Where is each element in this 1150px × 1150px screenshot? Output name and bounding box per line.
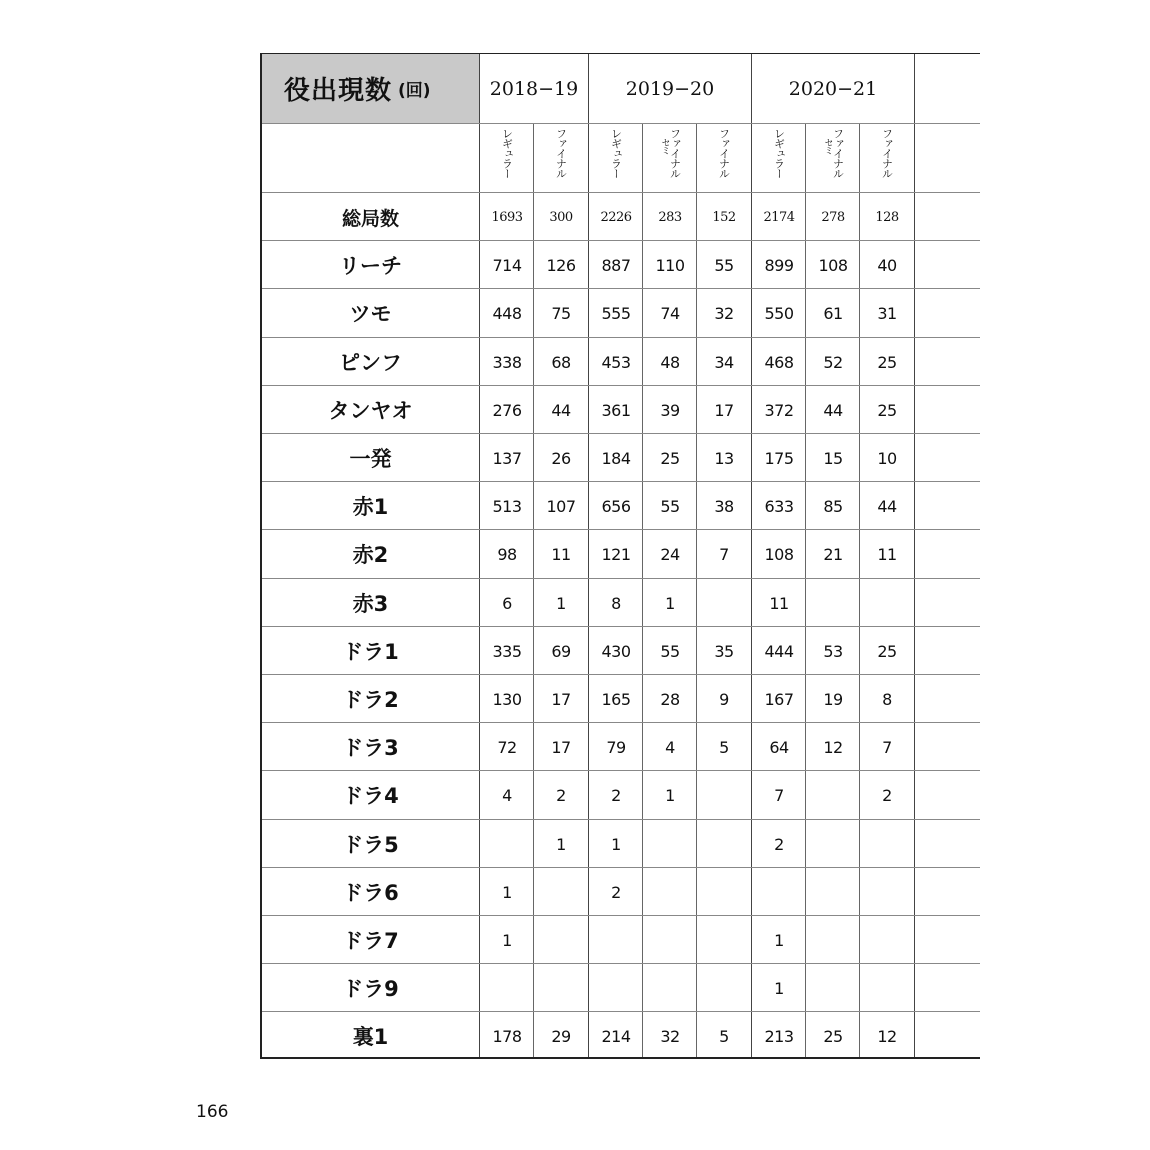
- table-cell: 550: [764, 303, 794, 323]
- table-cell: 108: [818, 255, 848, 275]
- table-cell: 13: [714, 448, 734, 468]
- table-cell: 126: [546, 255, 576, 275]
- table-cell: 9: [719, 689, 729, 709]
- row-label: ドラ6: [342, 881, 399, 905]
- table-cell: 513: [492, 496, 522, 516]
- stage-header: [480, 124, 534, 192]
- table-cell: 656: [601, 496, 631, 516]
- table-cell: [806, 964, 860, 1012]
- table-cell: 1: [502, 930, 512, 950]
- table-cell: 11: [551, 544, 571, 564]
- table-cell: [860, 820, 914, 868]
- table-cell: 2: [556, 785, 566, 805]
- table-cell: 137: [492, 448, 522, 468]
- row-label: ドラ2: [342, 688, 399, 712]
- table-cell: 108: [764, 544, 794, 564]
- table-cell: 1693: [491, 209, 523, 225]
- table-cell: 1: [774, 930, 784, 950]
- table-cell: 444: [764, 641, 794, 661]
- table-cell: 38: [714, 496, 734, 516]
- table-title-cell: [262, 54, 479, 123]
- table-cell: 55: [660, 641, 680, 661]
- table-cell: 4: [502, 785, 512, 805]
- table-cell: 32: [660, 1026, 680, 1046]
- table-cell: 68: [551, 352, 571, 372]
- table-cell: [643, 820, 697, 868]
- table-cell: 34: [714, 352, 734, 372]
- table-cell: 26: [551, 448, 571, 468]
- table-cell: 61: [823, 303, 843, 323]
- table-cell: 5: [719, 1026, 729, 1046]
- stage-label: レギュラー: [772, 128, 786, 178]
- table-cell: 214: [601, 1026, 631, 1046]
- table-cell: [697, 916, 751, 964]
- row-label: リーチ: [339, 254, 402, 278]
- table-cell: 25: [660, 448, 680, 468]
- row-label: ドラ9: [342, 977, 399, 1001]
- table-cell: 887: [601, 255, 631, 275]
- table-cell: 555: [601, 303, 631, 323]
- table-cell: 714: [492, 255, 522, 275]
- row-label: 赤1: [352, 495, 389, 519]
- table-cell: 130: [492, 689, 522, 709]
- table-cell: [697, 579, 751, 627]
- table-cell: 5: [719, 737, 729, 757]
- season-header: 2018−19: [489, 77, 579, 100]
- stage-header: [643, 124, 697, 192]
- table-cell: 2174: [763, 209, 795, 225]
- table-cell: [697, 771, 751, 819]
- table-cell: 430: [601, 641, 631, 661]
- table-cell: 184: [601, 448, 631, 468]
- row-label: 赤3: [352, 592, 389, 616]
- table-cell: [860, 868, 914, 916]
- stage-sublabel: セミ: [822, 138, 833, 154]
- row-label: 赤2: [352, 543, 389, 567]
- table-cell: [480, 820, 534, 868]
- table-cell: 1: [556, 834, 566, 854]
- table-cell: 1: [611, 834, 621, 854]
- stage-label: ファイナル: [554, 128, 568, 178]
- stage-header: [589, 124, 643, 192]
- table-cell: 4: [665, 737, 675, 757]
- table-cell: [860, 964, 914, 1012]
- table-cell: 98: [497, 544, 517, 564]
- table-cell: 278: [821, 209, 845, 225]
- table-cell: [860, 916, 914, 964]
- table-cell: [860, 579, 914, 627]
- table-cell: 121: [601, 544, 631, 564]
- table-cell: [806, 868, 860, 916]
- table-cell: 2: [774, 834, 784, 854]
- season-header: 2019−20: [625, 77, 715, 100]
- table-cell: 11: [877, 544, 897, 564]
- row-label: ピンフ: [339, 351, 402, 375]
- table-cell: 468: [764, 352, 794, 372]
- table-cell: 75: [551, 303, 571, 323]
- table-cell: 2226: [600, 209, 632, 225]
- table-cell: 40: [877, 255, 897, 275]
- table-cell: 69: [551, 641, 571, 661]
- table-cell: 12: [823, 737, 843, 757]
- table-cell: [589, 916, 643, 964]
- table-cell: 899: [764, 255, 794, 275]
- table-cell: 44: [823, 400, 843, 420]
- table-cell: 55: [660, 496, 680, 516]
- table-cell: 12: [877, 1026, 897, 1046]
- table-cell: [643, 964, 697, 1012]
- table-cell: 2: [611, 882, 621, 902]
- table-cell: 448: [492, 303, 522, 323]
- table-cell: [534, 916, 588, 964]
- table-cell: 25: [823, 1026, 843, 1046]
- table-cell: [480, 964, 534, 1012]
- row-label: 総局数: [341, 207, 399, 230]
- table-cell: 17: [551, 737, 571, 757]
- row-label: ツモ: [349, 302, 392, 326]
- row-label: 裏1: [352, 1025, 389, 1049]
- table-cell: 7: [774, 785, 784, 805]
- table-cell: 39: [660, 400, 680, 420]
- table-cell: 64: [769, 737, 789, 757]
- page-number: 166: [196, 1102, 229, 1122]
- table-cell: 2: [882, 785, 892, 805]
- table-cell: 85: [823, 496, 843, 516]
- table-cell: 28: [660, 689, 680, 709]
- table-cell: [697, 868, 751, 916]
- table-cell: 165: [601, 689, 631, 709]
- grid-vline: [914, 54, 915, 1057]
- table-cell: 7: [719, 544, 729, 564]
- table-title: 役出現数: [284, 76, 393, 106]
- table-cell: 110: [655, 255, 685, 275]
- table-cell: 17: [551, 689, 571, 709]
- table-cell: [806, 916, 860, 964]
- table-cell: 2: [611, 785, 621, 805]
- table-cell: 11: [769, 593, 789, 613]
- table-cell: 175: [764, 448, 794, 468]
- table-cell: 17: [714, 400, 734, 420]
- table-cell: 6: [502, 593, 512, 613]
- stage-header: [806, 124, 860, 192]
- table-cell: 44: [551, 400, 571, 420]
- table-cell: [643, 916, 697, 964]
- stage-header: [534, 124, 588, 192]
- table-cell: 7: [882, 737, 892, 757]
- table-cell: 44: [877, 496, 897, 516]
- stage-label: ファイナル: [880, 128, 894, 178]
- table-cell: [806, 820, 860, 868]
- table-cell: 53: [823, 641, 843, 661]
- stage-header: [752, 124, 806, 192]
- table-cell: 10: [877, 448, 897, 468]
- table-cell: 372: [764, 400, 794, 420]
- stage-label: レギュラー: [500, 128, 514, 178]
- table-cell: 15: [823, 448, 843, 468]
- row-label: 一発: [349, 447, 392, 471]
- stage-label: ファイナル: [668, 128, 682, 178]
- table-cell: [534, 964, 588, 1012]
- table-cell: 21: [823, 544, 843, 564]
- table-cell: 1: [556, 593, 566, 613]
- table-cell: 1: [502, 882, 512, 902]
- table-cell: 32: [714, 303, 734, 323]
- table-cell: 52: [823, 352, 843, 372]
- table-cell: [534, 868, 588, 916]
- table-unit: (回): [398, 81, 431, 101]
- table-cell: 25: [877, 641, 897, 661]
- table-cell: 283: [658, 209, 682, 225]
- table-cell: 107: [546, 496, 576, 516]
- table-cell: 633: [764, 496, 794, 516]
- row-label: タンヤオ: [328, 399, 413, 423]
- stage-sublabel: セミ: [659, 138, 670, 154]
- stage-header: [860, 124, 914, 192]
- stage-label: レギュラー: [609, 128, 623, 178]
- season-header: 2020−21: [788, 77, 878, 100]
- table-cell: 361: [601, 400, 631, 420]
- stage-label: ファイナル: [831, 128, 845, 178]
- table-cell: 25: [877, 400, 897, 420]
- table-cell: 48: [660, 352, 680, 372]
- table-cell: 31: [877, 303, 897, 323]
- table-cell: 79: [606, 737, 626, 757]
- table-cell: 24: [660, 544, 680, 564]
- table-cell: 213: [764, 1026, 794, 1046]
- table-cell: 276: [492, 400, 522, 420]
- table-cell: 8: [882, 689, 892, 709]
- stage-label: ファイナル: [717, 128, 731, 178]
- table-cell: [806, 579, 860, 627]
- row-label: ドラ1: [342, 640, 399, 664]
- table-cell: [806, 771, 860, 819]
- table-cell: 1: [774, 978, 784, 998]
- table-cell: [697, 820, 751, 868]
- table-cell: 72: [497, 737, 517, 757]
- table-cell: 25: [877, 352, 897, 372]
- row-label: ドラ3: [342, 736, 399, 760]
- table-cell: 55: [714, 255, 734, 275]
- table-cell: [697, 964, 751, 1012]
- table-cell: 300: [549, 209, 573, 225]
- row-label: ドラ4: [342, 784, 399, 808]
- table-cell: [643, 868, 697, 916]
- table-cell: 128: [875, 209, 899, 225]
- table-cell: 8: [611, 593, 621, 613]
- table-cell: 74: [660, 303, 680, 323]
- table-cell: 178: [492, 1026, 522, 1046]
- row-label: ドラ7: [342, 929, 399, 953]
- row-label: ドラ5: [342, 833, 399, 857]
- table-cell: [589, 964, 643, 1012]
- table-cell: 167: [764, 689, 794, 709]
- table-cell: 152: [712, 209, 736, 225]
- table-cell: 335: [492, 641, 522, 661]
- table-cell: 29: [551, 1026, 571, 1046]
- table-cell: 35: [714, 641, 734, 661]
- table-cell: 453: [601, 352, 631, 372]
- table-cell: 1: [665, 593, 675, 613]
- table-cell: 338: [492, 352, 522, 372]
- table-cell: 19: [823, 689, 843, 709]
- stage-header: [697, 124, 751, 192]
- table-cell: 1: [665, 785, 675, 805]
- table-cell: [752, 868, 806, 916]
